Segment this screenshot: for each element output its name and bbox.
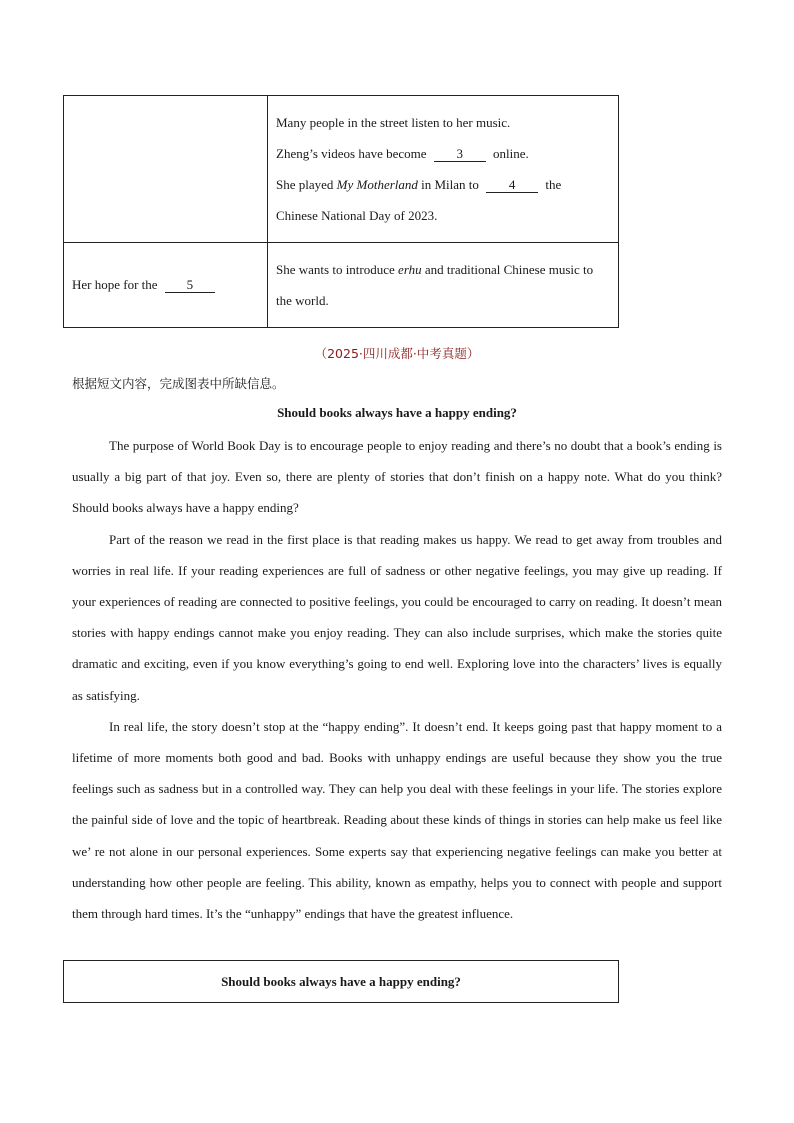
table-line — [276, 169, 611, 200]
table-row — [64, 243, 619, 328]
table-text: Her hope for the — [72, 277, 158, 292]
instrument-name: erhu — [398, 262, 422, 277]
blank-4[interactable]: 4 — [486, 177, 538, 193]
paragraph: In real life, the story doesn’t stop at the “happy ending”. It doesn’t end. It keeps going past that happy moment to a lifetime of more moments both good and bad. Books with unhappy endings are useful because they show you the true feelings such as sadness but in a controlled way. They can help you deal with these feelings in your life. The stories explore the painful side of love and the topic of heartbreak. Reading about these kinds of things in stories can help make us feel like we’ re not alone in our personal experiences. Some experts say that experiencing negative feelings can make you better at understanding how other people are feeling. This ability, known as empathy, helps you to connect with people and support them through hard times. It’s the “unhappy” endings that have the greatest influence. — [72, 718, 722, 922]
table-cell-right — [268, 243, 619, 328]
table-cell-left — [64, 96, 268, 243]
table-text: She wants to introduce — [276, 262, 395, 277]
table-cell-right — [268, 96, 619, 243]
table-text: online. — [493, 146, 529, 161]
answer-box-title: Should books always have a happy ending? — [63, 960, 619, 1003]
table-text: the — [545, 177, 562, 192]
paragraph: Part of the reason we read in the first place is that reading makes us happy. We read to get away from troubles and worries in real life. If your reading experiences are full of sadness or other negative feelings, you may give up reading. If your experiences of reading are connected to positive feelings, you could be encouraged to carry on reading. It doesn’t mean stories with happy endings cannot make you enjoy reading. They can also include surprises, which make the stories quite dramatic and exciting, even if you know everything’s going to end well. Exploring love into the characters’ lives is equally as satisfying. — [72, 531, 722, 703]
table-text: and traditional Chinese music to the world. — [276, 262, 594, 308]
blank-3[interactable]: 3 — [434, 146, 486, 162]
instruction: 根据短文内容，完成图表中所缺信息。 — [72, 376, 285, 391]
table-line — [276, 138, 611, 169]
source-label: （2025·四川成都·中考真题） — [314, 346, 480, 361]
passage-title: Should books always have a happy ending? — [277, 405, 517, 420]
table-text: She played — [276, 177, 334, 192]
song-title: My Motherland — [336, 177, 418, 192]
table-text: Zheng’s videos have become — [276, 146, 427, 161]
table-row — [64, 96, 619, 243]
table-cell-left — [64, 243, 268, 328]
table-line: Chinese National Day of 2023. — [276, 208, 438, 223]
blank-5[interactable]: 5 — [165, 277, 215, 293]
passage-body — [72, 430, 722, 929]
table-text: in Milan to — [421, 177, 479, 192]
info-table — [63, 95, 619, 328]
table-line: Many people in the street listen to her music. — [276, 115, 511, 130]
paragraph: The purpose of World Book Day is to encourage people to enjoy reading and there’s no doubt that a book’s ending is usually a big part of that joy. Even so, there are plenty of stories that don’t finish on a happy note. What do you think? Should books always have a happy ending? — [72, 438, 722, 516]
